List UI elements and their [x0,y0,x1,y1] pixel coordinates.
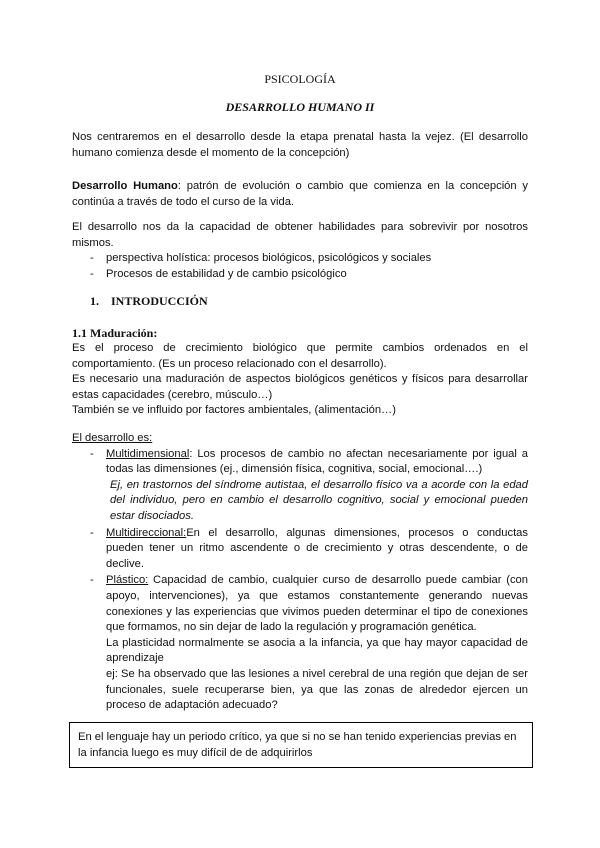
section-heading-introduccion [90,294,208,309]
desarrollo-list [72,447,528,714]
dash-icon: - [90,574,94,587]
maduracion-p1: Es el proceso de crecimiento biológico que permite cambios ordenados en el comportamiento. (Es un proceso relacionado con el desarrollo). [72,342,528,370]
list-item-multidireccional: - Multidireccional:En el desarrollo, algunas dimensiones, procesos o conductas pueden tener un ritmo ascendente o de crecimiento y otras descendente, o de declive. [90,526,528,570]
maduracion-p3: También se ve influido por factores ambientales, (alimentación…) [72,404,396,417]
maduracion-p2: Es necesario una maduración de aspectos biológicos genéticos y físicos para desarrollar estas capacidades (cerebro, músculo…) [72,373,528,401]
list-item-multidimensional: - Multidimensional: Los procesos de cambio no afectan necesariamente por igual a todas las dimensiones (ej., dimensión física, cognitiva, social, emocional….) Ej, en trastornos del síndrome autistaa, el desarrollo físico va a acorde con la edad del individuo, pero en cambio el desarrollo cognitivo, social y emocional pueden estar disociados. [72,447,528,525]
section-title: INTRODUCCIÓN [111,294,208,308]
plastico-note: La plasticidad normalmente se asocia a la infancia, ya que hay mayor capacidad de aprendizaje [106,636,528,665]
dash-icon: - [90,267,94,280]
capacity-section [72,220,528,282]
term-multidireccional: Multidireccional: [106,526,187,539]
callout-box [69,722,533,768]
dash-icon: - [90,526,94,539]
page-title: DESARROLLO HUMANO II [225,100,375,114]
callout-text: En el lenguaje hay un periodo crítico, ya que si no se han tenido experiencias previas en la infancia luego es muy difícil de de adquirirlos [78,731,517,759]
term-multidimensional: Multidimensional [106,447,190,460]
list-item: - perspectiva holística: procesos biológicos, psicológicos y sociales [72,251,528,267]
term-plastico: Plástico: [106,574,149,587]
list-item-plastico: - Plástico: Capacidad de cambio, cualquier curso de desarrollo puede cambiar (con apoyo, intervenciones), ya que estamos constantemente generando nuevas conexiones y las experiencias que vivimos pueden determinar el tipo de conexiones que formamos, no sin dejar de lado la regulación y programación genética. La plasticidad normalmente se asocia a la infancia, ya que hay mayor capacidad de aprendizaje ej: Se ha observado que las lesiones a nivel cerebral de una región que dejan de ser funcionales, suele recuperarse bien, ya que las zonas de alrededor ejercen un proceso de adaptación adecuado? [72,573,528,713]
dash-icon: - [90,447,94,460]
intro-paragraph: Nos centraremos en el desarrollo desde la etapa prenatal hasta la vejez. (El desarrollo humano comienza desde el momento de la concepción) [72,131,528,159]
section-number: 1. [90,294,99,308]
desarrollo-heading: El desarrollo es: [72,432,153,444]
desarrollo-section [72,431,528,714]
maduracion-section [72,341,528,419]
plastico-example: ej: Se ha observado que las lesiones a nivel cerebral de una región que dejan de ser funcionales, suele recuperarse bien, ya que las zonas de alrededor ejercen un proceso de adaptación adecuado? [106,667,528,712]
capacity-list [72,251,528,282]
capacity-text: El desarrollo nos da la capacidad de obtener habilidades para sobrevivir por nosotros mismos. [72,221,528,249]
definition-text: : patrón de evolución o cambio que comienza en la concepción y continúa a través de todo el curso de la vida. [72,180,528,208]
dash-icon: - [90,252,94,265]
maduracion-heading: 1.1 Maduración: [72,326,158,340]
definition-paragraph [72,179,528,210]
subject-heading: PSICOLOGÍA [264,72,336,86]
definition-term: Desarrollo Humano [72,180,178,192]
list-item: - Procesos de estabilidad y de cambio psicológico [72,267,528,283]
example-multidimensional: Ej, en trastornos del síndrome autistaa, el desarrollo físico va a acorde con la edad del individuo, pero en cambio el desarrollo cognitivo, social y emocional pueden estar disociados. [110,478,528,522]
